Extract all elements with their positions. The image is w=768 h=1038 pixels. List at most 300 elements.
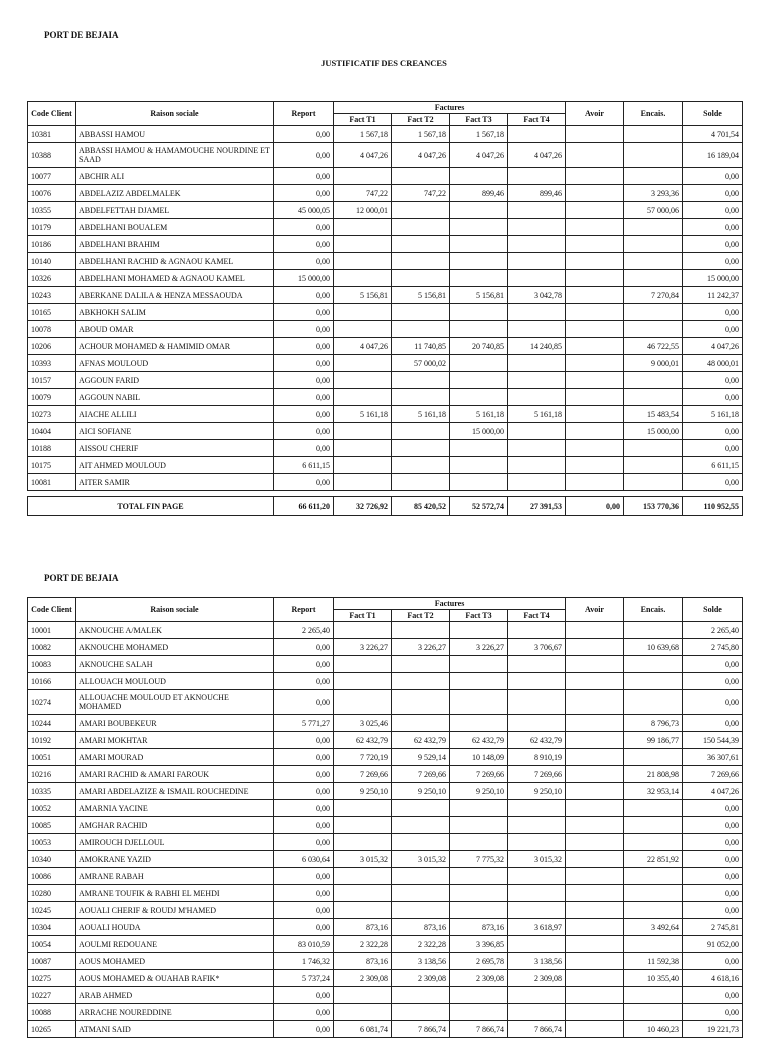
fact-t4-cell — [508, 885, 566, 902]
avoir-cell — [566, 389, 624, 406]
code-client-cell: 10355 — [28, 202, 76, 219]
fact-t3-cell: 2 695,78 — [450, 953, 508, 970]
solde-cell: 48 000,01 — [683, 355, 743, 372]
code-client-cell: 10304 — [28, 919, 76, 936]
fact-t1-cell — [334, 219, 392, 236]
fact-t4-cell: 899,46 — [508, 185, 566, 202]
code-client-cell: 10078 — [28, 321, 76, 338]
raison-sociale-cell: AKNOUCHE SALAH — [76, 656, 274, 673]
raison-sociale-cell: ACHOUR MOHAMED & HAMIMID OMAR — [76, 338, 274, 355]
header-report: Report — [274, 598, 334, 622]
fact-t2-cell — [392, 673, 450, 690]
avoir-cell — [566, 321, 624, 338]
encais-cell — [624, 219, 683, 236]
fact-t4-cell — [508, 1004, 566, 1021]
avoir-cell — [566, 970, 624, 987]
fact-t2-cell: 7 269,66 — [392, 766, 450, 783]
table-row — [28, 919, 743, 936]
solde-cell: 0,00 — [683, 372, 743, 389]
report-cell: 0,00 — [274, 902, 334, 919]
avoir-cell — [566, 270, 624, 287]
raison-sociale-cell: AOULMI REDOUANE — [76, 936, 274, 953]
fact-t3-cell — [450, 270, 508, 287]
fact-t1-cell: 3 015,32 — [334, 851, 392, 868]
avoir-cell — [566, 656, 624, 673]
avoir-cell — [566, 732, 624, 749]
encais-cell — [624, 817, 683, 834]
raison-sociale-cell: AICI SOFIANE — [76, 423, 274, 440]
solde-cell: 0,00 — [683, 987, 743, 1004]
solde-cell: 4 701,54 — [683, 126, 743, 143]
fact-t2-cell: 2 322,28 — [392, 936, 450, 953]
code-client-cell: 10166 — [28, 673, 76, 690]
code-client-cell: 10079 — [28, 389, 76, 406]
fact-t3-cell — [450, 673, 508, 690]
fact-t4-cell — [508, 474, 566, 491]
code-client-cell: 10054 — [28, 936, 76, 953]
encais-cell — [624, 800, 683, 817]
solde-cell: 0,00 — [683, 321, 743, 338]
table-row — [28, 287, 743, 304]
fact-t4-cell: 3 138,56 — [508, 953, 566, 970]
table-row — [28, 673, 743, 690]
fact-t2-cell — [392, 474, 450, 491]
total-fact-t2: 85 420,52 — [392, 497, 450, 516]
avoir-cell — [566, 355, 624, 372]
code-client-cell: 10051 — [28, 749, 76, 766]
fact-t2-cell: 3 138,56 — [392, 953, 450, 970]
code-client-cell: 10280 — [28, 885, 76, 902]
fact-t1-cell: 6 081,74 — [334, 1021, 392, 1038]
code-client-cell: 10227 — [28, 987, 76, 1004]
fact-t2-cell — [392, 372, 450, 389]
fact-t2-cell: 4 047,26 — [392, 143, 450, 168]
fact-t4-cell — [508, 656, 566, 673]
fact-t1-cell — [334, 1004, 392, 1021]
fact-t2-cell — [392, 868, 450, 885]
report-cell: 0,00 — [274, 185, 334, 202]
table-row — [28, 766, 743, 783]
fact-t2-cell — [392, 885, 450, 902]
report-cell: 0,00 — [274, 406, 334, 423]
solde-cell: 0,00 — [683, 304, 743, 321]
report-cell: 0,00 — [274, 253, 334, 270]
fact-t2-cell — [392, 800, 450, 817]
table-row — [28, 355, 743, 372]
table-row — [28, 457, 743, 474]
avoir-cell — [566, 766, 624, 783]
table-row — [28, 851, 743, 868]
encais-cell: 99 186,77 — [624, 732, 683, 749]
encais-cell: 15 000,00 — [624, 423, 683, 440]
raison-sociale-cell: AMRANE RABAH — [76, 868, 274, 885]
code-client-cell: 10340 — [28, 851, 76, 868]
fact-t3-cell: 899,46 — [450, 185, 508, 202]
fact-t1-cell — [334, 817, 392, 834]
avoir-cell — [566, 834, 624, 851]
fact-t3-cell — [450, 253, 508, 270]
fact-t3-cell: 7 775,32 — [450, 851, 508, 868]
avoir-cell — [566, 817, 624, 834]
code-client-cell: 10326 — [28, 270, 76, 287]
fact-t4-cell — [508, 440, 566, 457]
fact-t1-cell: 7 269,66 — [334, 766, 392, 783]
fact-t4-cell — [508, 622, 566, 639]
code-client-cell: 10273 — [28, 406, 76, 423]
raison-sociale-cell: AMARI ABDELAZIZE & ISMAIL ROUCHEDINE — [76, 783, 274, 800]
report-cell: 0,00 — [274, 800, 334, 817]
avoir-cell — [566, 440, 624, 457]
fact-t3-cell — [450, 800, 508, 817]
code-client-cell: 10085 — [28, 817, 76, 834]
solde-cell: 0,00 — [683, 474, 743, 491]
fact-t1-cell: 873,16 — [334, 919, 392, 936]
fact-t3-cell — [450, 219, 508, 236]
solde-cell: 5 161,18 — [683, 406, 743, 423]
fact-t1-cell — [334, 236, 392, 253]
fact-t1-cell: 4 047,26 — [334, 143, 392, 168]
code-client-cell: 10393 — [28, 355, 76, 372]
fact-t1-cell — [334, 800, 392, 817]
solde-cell: 150 544,39 — [683, 732, 743, 749]
fact-t2-cell — [392, 270, 450, 287]
fact-t3-cell: 62 432,79 — [450, 732, 508, 749]
header-raison-sociale: Raison sociale — [76, 598, 274, 622]
table-row — [28, 622, 743, 639]
fact-t2-cell — [392, 168, 450, 185]
header-fact-t4: Fact T4 — [508, 610, 566, 622]
header-factures: Factures — [334, 598, 566, 610]
report-cell: 0,00 — [274, 338, 334, 355]
total-label: TOTAL FIN PAGE — [28, 497, 274, 516]
avoir-cell — [566, 1004, 624, 1021]
solde-cell: 91 052,00 — [683, 936, 743, 953]
raison-sociale-cell: AMARI BOUBEKEUR — [76, 715, 274, 732]
fact-t3-cell — [450, 236, 508, 253]
raison-sociale-cell: ABDELHANI RACHID & AGNAOU KAMEL — [76, 253, 274, 270]
header-encais: Encais. — [624, 598, 683, 622]
encais-cell: 7 270,84 — [624, 287, 683, 304]
raison-sociale-cell: ABBASSI HAMOU & HAMAMOUCHE NOURDINE ET SAAD — [76, 143, 274, 168]
raison-sociale-cell: ABDELAZIZ ABDELMALEK — [76, 185, 274, 202]
code-client-cell: 10077 — [28, 168, 76, 185]
report-cell: 83 010,59 — [274, 936, 334, 953]
avoir-cell — [566, 143, 624, 168]
raison-sociale-cell: AISSOU CHERIF — [76, 440, 274, 457]
code-client-cell: 10179 — [28, 219, 76, 236]
header-report: Report — [274, 102, 334, 126]
table-row — [28, 902, 743, 919]
encais-cell: 10 639,68 — [624, 639, 683, 656]
header-factures: Factures — [334, 102, 566, 114]
solde-cell: 0,00 — [683, 656, 743, 673]
code-client-cell: 10265 — [28, 1021, 76, 1038]
report-cell: 0,00 — [274, 690, 334, 715]
fact-t1-cell — [334, 457, 392, 474]
solde-cell: 0,00 — [683, 202, 743, 219]
fact-t4-cell — [508, 389, 566, 406]
report-cell: 0,00 — [274, 389, 334, 406]
encais-cell — [624, 673, 683, 690]
header-fact-t2: Fact T2 — [392, 610, 450, 622]
raison-sociale-cell: ATMANI SAID — [76, 1021, 274, 1038]
report-cell: 0,00 — [274, 219, 334, 236]
raison-sociale-cell: AMOKRANE YAZID — [76, 851, 274, 868]
header-avoir: Avoir — [566, 598, 624, 622]
report-cell: 45 000,05 — [274, 202, 334, 219]
fact-t3-cell — [450, 372, 508, 389]
encais-cell — [624, 885, 683, 902]
code-client-cell: 10001 — [28, 622, 76, 639]
solde-cell: 4 047,26 — [683, 338, 743, 355]
total-fact-t4: 27 391,53 — [508, 497, 566, 516]
encais-cell: 9 000,01 — [624, 355, 683, 372]
encais-cell — [624, 304, 683, 321]
encais-cell — [624, 143, 683, 168]
fact-t2-cell: 9 250,10 — [392, 783, 450, 800]
fact-t4-cell — [508, 126, 566, 143]
fact-t1-cell: 1 567,18 — [334, 126, 392, 143]
encais-cell — [624, 270, 683, 287]
table-row — [28, 474, 743, 491]
solde-cell: 0,00 — [683, 389, 743, 406]
fact-t2-cell — [392, 253, 450, 270]
encais-cell: 3 492,64 — [624, 919, 683, 936]
fact-t1-cell: 5 161,18 — [334, 406, 392, 423]
fact-t3-cell: 3 226,27 — [450, 639, 508, 656]
avoir-cell — [566, 987, 624, 1004]
fact-t4-cell: 3 706,67 — [508, 639, 566, 656]
code-client-cell: 10245 — [28, 902, 76, 919]
encais-cell: 8 796,73 — [624, 715, 683, 732]
table-row — [28, 715, 743, 732]
solde-cell: 0,00 — [683, 253, 743, 270]
raison-sociale-cell: AKNOUCHE A/MALEK — [76, 622, 274, 639]
header-code-client: Code Client — [28, 598, 76, 622]
fact-t3-cell — [450, 202, 508, 219]
solde-cell: 0,00 — [683, 440, 743, 457]
raison-sociale-cell: ABOUD OMAR — [76, 321, 274, 338]
fact-t3-cell: 4 047,26 — [450, 143, 508, 168]
code-client-cell: 10188 — [28, 440, 76, 457]
report-cell: 0,00 — [274, 885, 334, 902]
fact-t3-cell: 3 396,85 — [450, 936, 508, 953]
raison-sociale-cell: AMRANE TOUFIK & RABHI EL MEHDI — [76, 885, 274, 902]
fact-t2-cell — [392, 622, 450, 639]
report-cell: 0,00 — [274, 834, 334, 851]
table-row — [28, 168, 743, 185]
fact-t1-cell: 873,16 — [334, 953, 392, 970]
fact-t1-cell — [334, 270, 392, 287]
fact-t4-cell: 3 042,78 — [508, 287, 566, 304]
avoir-cell — [566, 622, 624, 639]
solde-cell: 0,00 — [683, 868, 743, 885]
report-cell: 0,00 — [274, 919, 334, 936]
solde-cell: 2 745,80 — [683, 639, 743, 656]
raison-sociale-cell: ABERKANE DALILA & HENZA MESSAOUDA — [76, 287, 274, 304]
fact-t4-cell: 7 866,74 — [508, 1021, 566, 1038]
solde-cell: 0,00 — [683, 236, 743, 253]
raison-sociale-cell: AOUS MOHAMED — [76, 953, 274, 970]
report-cell: 0,00 — [274, 817, 334, 834]
fact-t1-cell: 2 309,08 — [334, 970, 392, 987]
encais-cell — [624, 868, 683, 885]
fact-t2-cell — [392, 321, 450, 338]
report-cell: 15 000,00 — [274, 270, 334, 287]
encais-cell: 46 722,55 — [624, 338, 683, 355]
table-row — [28, 936, 743, 953]
fact-t4-cell: 8 910,19 — [508, 749, 566, 766]
table-row — [28, 321, 743, 338]
fact-t1-cell: 3 025,46 — [334, 715, 392, 732]
fact-t3-cell: 5 156,81 — [450, 287, 508, 304]
encais-cell: 32 953,14 — [624, 783, 683, 800]
solde-cell: 0,00 — [683, 817, 743, 834]
fact-t1-cell — [334, 321, 392, 338]
header-fact-t4: Fact T4 — [508, 114, 566, 126]
fact-t1-cell — [334, 868, 392, 885]
fact-t1-cell: 7 720,19 — [334, 749, 392, 766]
total-report: 66 611,20 — [274, 497, 334, 516]
encais-cell: 10 460,23 — [624, 1021, 683, 1038]
avoir-cell — [566, 783, 624, 800]
avoir-cell — [566, 851, 624, 868]
raison-sociale-cell: AMGHAR RACHID — [76, 817, 274, 834]
fact-t1-cell: 12 000,01 — [334, 202, 392, 219]
fact-t4-cell — [508, 987, 566, 1004]
fact-t4-cell — [508, 253, 566, 270]
report-cell: 2 265,40 — [274, 622, 334, 639]
table-row — [28, 817, 743, 834]
encais-cell — [624, 126, 683, 143]
solde-cell: 11 242,37 — [683, 287, 743, 304]
header-avoir: Avoir — [566, 102, 624, 126]
solde-cell: 36 307,61 — [683, 749, 743, 766]
report-cell: 6 030,64 — [274, 851, 334, 868]
encais-cell — [624, 749, 683, 766]
fact-t3-cell — [450, 987, 508, 1004]
table-row — [28, 1004, 743, 1021]
header-code-client: Code Client — [28, 102, 76, 126]
table-row — [28, 885, 743, 902]
raison-sociale-cell: ABCHIR ALI — [76, 168, 274, 185]
fact-t2-cell: 3 226,27 — [392, 639, 450, 656]
fact-t4-cell: 3 618,97 — [508, 919, 566, 936]
report-cell: 0,00 — [274, 287, 334, 304]
total-row — [27, 496, 743, 516]
fact-t1-cell — [334, 474, 392, 491]
fact-t4-cell: 14 240,85 — [508, 338, 566, 355]
fact-t1-cell — [334, 355, 392, 372]
avoir-cell — [566, 919, 624, 936]
table-row — [28, 185, 743, 202]
avoir-cell — [566, 474, 624, 491]
fact-t2-cell: 3 015,32 — [392, 851, 450, 868]
table-row — [28, 1021, 743, 1038]
report-cell: 0,00 — [274, 766, 334, 783]
header-fact-t2: Fact T2 — [392, 114, 450, 126]
raison-sociale-cell: AMIROUCH DJELLOUL — [76, 834, 274, 851]
avoir-cell — [566, 372, 624, 389]
fact-t2-cell — [392, 219, 450, 236]
code-client-cell: 10388 — [28, 143, 76, 168]
encais-cell — [624, 321, 683, 338]
fact-t3-cell — [450, 389, 508, 406]
report-cell: 0,00 — [274, 126, 334, 143]
report-cell: 0,00 — [274, 1021, 334, 1038]
solde-cell: 0,00 — [683, 673, 743, 690]
solde-cell: 19 221,73 — [683, 1021, 743, 1038]
report-cell: 0,00 — [274, 440, 334, 457]
fact-t2-cell: 11 740,85 — [392, 338, 450, 355]
avoir-cell — [566, 1021, 624, 1038]
fact-t4-cell: 2 309,08 — [508, 970, 566, 987]
table-row — [28, 834, 743, 851]
receivables-table — [27, 101, 743, 491]
fact-t3-cell — [450, 902, 508, 919]
fact-t4-cell — [508, 202, 566, 219]
raison-sociale-cell: AFNAS MOULOUD — [76, 355, 274, 372]
raison-sociale-cell: ABDELHANI BOUALEM — [76, 219, 274, 236]
table-row — [28, 219, 743, 236]
encais-cell — [624, 936, 683, 953]
avoir-cell — [566, 457, 624, 474]
report-cell: 0,00 — [274, 868, 334, 885]
avoir-cell — [566, 902, 624, 919]
fact-t2-cell: 7 866,74 — [392, 1021, 450, 1038]
fact-t1-cell — [334, 987, 392, 1004]
raison-sociale-cell: ARAB AHMED — [76, 987, 274, 1004]
raison-sociale-cell: ALLOUACHE MOULOUD ET AKNOUCHE MOHAMED — [76, 690, 274, 715]
fact-t3-cell — [450, 885, 508, 902]
report-cell: 0,00 — [274, 474, 334, 491]
fact-t3-cell — [450, 474, 508, 491]
raison-sociale-cell: AOUS MOHAMED & OUAHAB RAFIK* — [76, 970, 274, 987]
table-row — [28, 389, 743, 406]
raison-sociale-cell: ABDELHANI MOHAMED & AGNAOU KAMEL — [76, 270, 274, 287]
fact-t2-cell — [392, 902, 450, 919]
code-client-cell: 10140 — [28, 253, 76, 270]
raison-sociale-cell: AGGOUN FARID — [76, 372, 274, 389]
fact-t4-cell — [508, 868, 566, 885]
solde-cell: 0,00 — [683, 185, 743, 202]
avoir-cell — [566, 936, 624, 953]
table-row — [28, 656, 743, 673]
fact-t3-cell: 10 148,09 — [450, 749, 508, 766]
report-cell: 0,00 — [274, 321, 334, 338]
code-client-cell: 10404 — [28, 423, 76, 440]
fact-t2-cell: 5 161,18 — [392, 406, 450, 423]
fact-t1-cell — [334, 622, 392, 639]
solde-cell: 0,00 — [683, 423, 743, 440]
fact-t2-cell — [392, 715, 450, 732]
encais-cell — [624, 440, 683, 457]
code-client-cell: 10087 — [28, 953, 76, 970]
solde-cell: 0,00 — [683, 168, 743, 185]
code-client-cell: 10244 — [28, 715, 76, 732]
report-cell: 0,00 — [274, 236, 334, 253]
encais-cell — [624, 690, 683, 715]
receivables-table-page2 — [27, 597, 743, 1038]
fact-t4-cell — [508, 423, 566, 440]
fact-t1-cell — [334, 372, 392, 389]
avoir-cell — [566, 953, 624, 970]
report-cell: 5 737,24 — [274, 970, 334, 987]
encais-cell: 22 851,92 — [624, 851, 683, 868]
table-row — [28, 783, 743, 800]
encais-cell: 10 355,40 — [624, 970, 683, 987]
raison-sociale-cell: AMARI MOURAD — [76, 749, 274, 766]
